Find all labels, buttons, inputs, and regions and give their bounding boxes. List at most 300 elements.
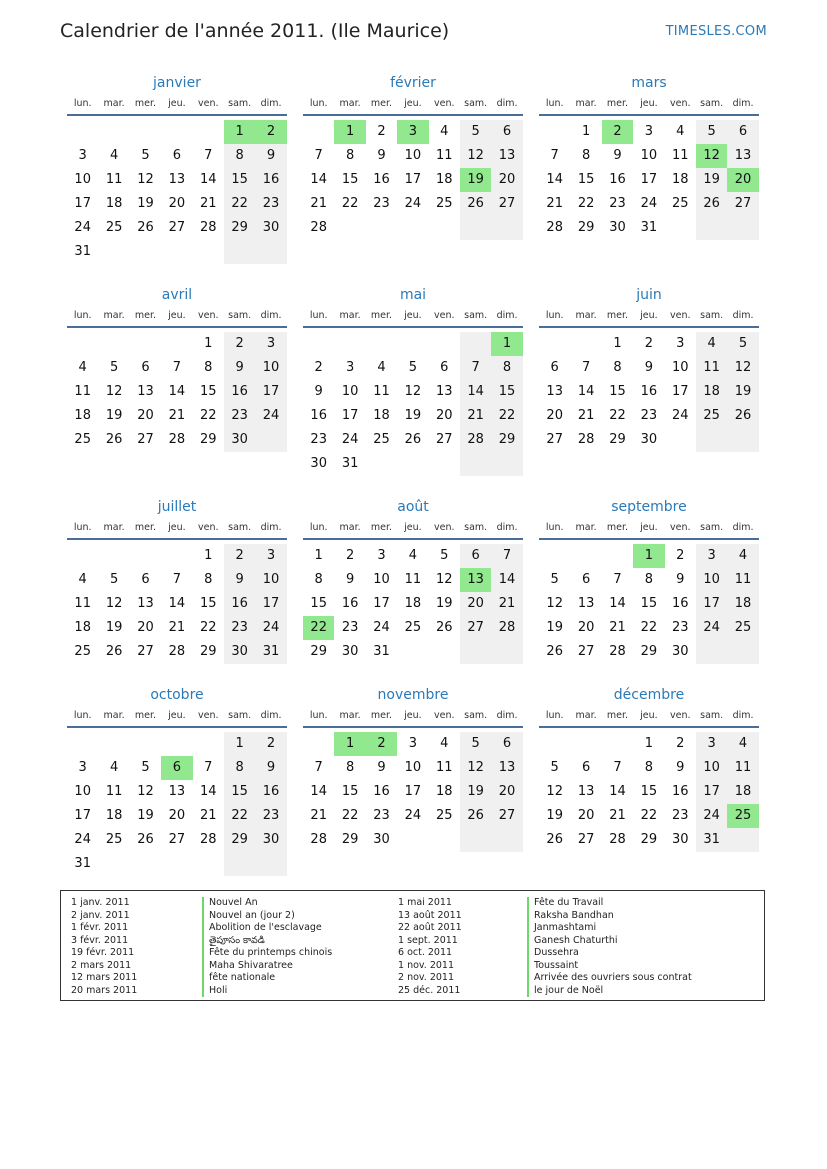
calendar-day: 30 — [255, 216, 286, 240]
calendar-day: 3 — [696, 732, 727, 756]
calendar-day: 5 — [460, 732, 491, 756]
empty-day — [161, 544, 192, 568]
calendar-day: 28 — [577, 432, 595, 447]
calendar-day: 19 — [435, 596, 453, 611]
empty-day — [161, 120, 192, 144]
weekday-label: jeu. — [168, 710, 186, 721]
weekday-label: ven. — [198, 522, 219, 533]
weekday-label: mer. — [370, 710, 393, 721]
calendar-day: 15 — [224, 780, 255, 804]
calendar-day: 2 — [255, 732, 286, 756]
calendar-day: 9 — [644, 360, 653, 375]
empty-day — [429, 452, 460, 476]
empty-day — [727, 640, 758, 664]
calendar-day: 19 — [137, 808, 154, 823]
calendar-day: 14 — [609, 784, 626, 799]
calendar-day: 16 — [255, 168, 286, 192]
empty-day — [334, 216, 365, 240]
weekday-label: lun. — [309, 98, 328, 109]
day-grid — [303, 544, 523, 664]
calendar-day: 2 — [224, 544, 255, 568]
calendar-day: 26 — [460, 804, 491, 828]
weekday-label: jeu. — [168, 98, 186, 109]
calendar-day: 23 — [310, 432, 327, 447]
calendar-day: 11 — [74, 596, 91, 611]
empty-day — [539, 120, 570, 144]
weekday-label: lun. — [73, 710, 92, 721]
month-name: mars — [631, 75, 667, 91]
weekday-label: sam. — [228, 522, 252, 533]
holiday-name: తైపూసం కావడి — [202, 935, 332, 948]
empty-day — [366, 452, 397, 476]
weekday-label: dim. — [732, 522, 754, 533]
month-6 — [67, 496, 287, 664]
calendar-day: 8 — [345, 148, 355, 163]
weekday-label: mar. — [575, 98, 597, 109]
weekday-label: jeu. — [640, 522, 658, 533]
calendar-day: 6 — [141, 572, 150, 587]
calendar-day: 13 — [137, 384, 154, 399]
empty-day — [255, 852, 286, 876]
empty-day — [130, 852, 161, 876]
empty-day — [727, 428, 758, 452]
weekday-label: jeu. — [640, 98, 658, 109]
empty-day — [570, 544, 601, 568]
month-name: août — [397, 499, 429, 515]
empty-day — [130, 732, 161, 756]
calendar-day: 9 — [377, 148, 386, 163]
calendar-day: 21 — [546, 196, 563, 211]
calendar-day: 12 — [546, 596, 563, 611]
calendar-day: 6 — [581, 572, 591, 587]
calendar-day: 20 — [137, 408, 154, 423]
empty-day — [130, 240, 161, 264]
calendar-day: 26 — [460, 192, 491, 216]
calendar-day: 27 — [577, 644, 595, 659]
weekday-label: jeu. — [404, 710, 422, 721]
calendar-day: 9 — [613, 148, 622, 163]
calendar-day: 4 — [109, 760, 119, 775]
calendar-day: 1 — [224, 732, 255, 756]
calendar-day: 27 — [460, 616, 491, 640]
holiday-date: 20 mars 2011 — [71, 984, 138, 996]
weekday-label: sam. — [700, 522, 724, 533]
calendar-day: 18 — [671, 172, 689, 187]
calendar-day: 11 — [671, 148, 689, 163]
weekday-label: lun. — [73, 98, 92, 109]
holiday-name: Toussaint — [527, 960, 692, 973]
calendar-day: 16 — [373, 784, 390, 799]
calendar-day: 11 — [404, 572, 422, 587]
empty-day — [397, 828, 428, 852]
calendar-day: 16 — [341, 596, 359, 611]
calendar-day: 8 — [644, 572, 653, 587]
calendar-day: 10 — [696, 756, 727, 780]
day-grid — [67, 332, 287, 452]
calendar-day: 23 — [224, 404, 255, 428]
calendar-day: 21 — [168, 408, 186, 423]
calendar-day: 29 — [341, 832, 359, 847]
calendar-day: 11 — [727, 756, 758, 780]
calendar-day: 12 — [105, 596, 123, 611]
weekday-label: dim. — [260, 710, 282, 721]
weekday-label: lun. — [309, 310, 328, 321]
calendar-day: 1 — [581, 124, 591, 139]
calendar-day: 2 — [377, 124, 386, 139]
calendar-day: 4 — [696, 332, 727, 356]
empty-day — [161, 852, 192, 876]
empty-day — [460, 216, 491, 240]
calendar-day: 28 — [460, 428, 491, 452]
month-name: janvier — [153, 75, 201, 91]
calendar-day: 15 — [640, 784, 658, 799]
month-5 — [539, 284, 759, 452]
calendar-day: 23 — [671, 808, 689, 823]
empty-day — [539, 732, 570, 756]
calendar-day: 24 — [255, 616, 286, 640]
calendar-day: 31 — [640, 220, 658, 235]
calendar-day: 11 — [74, 384, 91, 399]
calendar-day: 25 — [74, 432, 91, 447]
calendar-day: 8 — [314, 572, 323, 587]
weekday-header — [303, 518, 523, 540]
calendar-day: 15 — [491, 380, 522, 404]
calendar-day: 4 — [727, 732, 758, 756]
calendar-day: 22 — [609, 408, 626, 423]
holiday-day: 2 — [255, 120, 286, 144]
calendar-day: 4 — [78, 572, 87, 587]
day-grid — [303, 120, 523, 240]
calendar-day: 7 — [314, 760, 323, 775]
calendar-day: 31 — [74, 856, 91, 871]
calendar-day: 14 — [310, 784, 327, 799]
holiday-name: Fête du printemps chinois — [202, 947, 332, 960]
calendar-day: 29 — [609, 432, 626, 447]
empty-day — [696, 216, 727, 240]
empty-day — [193, 852, 224, 876]
calendar-day: 30 — [255, 828, 286, 852]
weekday-label: dim. — [496, 98, 518, 109]
calendar-day: 7 — [204, 760, 213, 775]
weekday-label: sam. — [464, 522, 488, 533]
calendar-day: 4 — [440, 736, 449, 751]
calendar-day: 12 — [137, 784, 154, 799]
calendar-day: 19 — [460, 780, 491, 804]
weekday-label: mar. — [339, 310, 361, 321]
empty-day — [224, 852, 255, 876]
calendar-day: 20 — [168, 808, 186, 823]
day-grid — [303, 732, 523, 852]
year-calendar — [67, 72, 761, 882]
empty-day — [193, 120, 224, 144]
calendar-day: 13 — [727, 144, 758, 168]
holiday-day: 13 — [460, 568, 491, 592]
calendar-day: 7 — [613, 572, 622, 587]
weekday-label: mer. — [606, 710, 629, 721]
calendar-day: 3 — [255, 332, 286, 356]
calendar-day: 27 — [727, 192, 758, 216]
calendar-day: 18 — [435, 784, 453, 799]
empty-day — [255, 428, 286, 452]
calendar-day: 13 — [168, 172, 186, 187]
calendar-day: 7 — [581, 360, 591, 375]
weekday-label: ven. — [670, 98, 691, 109]
weekday-label: sam. — [464, 98, 488, 109]
month-name: octobre — [150, 687, 204, 703]
calendar-day: 26 — [546, 832, 563, 847]
calendar-day: 17 — [255, 380, 286, 404]
calendar-day: 30 — [609, 220, 626, 235]
calendar-day: 25 — [105, 220, 123, 235]
month-9 — [67, 684, 287, 876]
calendar-day: 23 — [640, 408, 658, 423]
weekday-header — [539, 706, 759, 728]
calendar-day: 21 — [577, 408, 595, 423]
empty-day — [303, 732, 334, 756]
calendar-day: 1 — [644, 736, 653, 751]
calendar-day: 7 — [550, 148, 559, 163]
weekday-header — [539, 518, 759, 540]
calendar-day: 6 — [172, 148, 181, 163]
holiday-name: fête nationale — [202, 972, 332, 985]
calendar-day: 17 — [373, 596, 390, 611]
calendar-day: 3 — [644, 124, 653, 139]
weekday-label: dim. — [496, 710, 518, 721]
day-grid — [539, 120, 759, 240]
empty-day — [98, 544, 129, 568]
weekday-label: sam. — [228, 98, 252, 109]
empty-day — [67, 732, 98, 756]
empty-day — [334, 332, 365, 356]
calendar-day: 5 — [109, 360, 119, 375]
weekday-label: sam. — [700, 98, 724, 109]
calendar-day: 3 — [676, 336, 685, 351]
holiday-date: 2 janv. 2011 — [71, 909, 130, 921]
calendar-day: 14 — [199, 172, 217, 187]
calendar-day: 6 — [491, 120, 522, 144]
calendar-day: 14 — [310, 172, 327, 187]
calendar-day: 9 — [676, 572, 685, 587]
calendar-day: 3 — [78, 148, 87, 163]
empty-day — [696, 640, 727, 664]
weekday-label: dim. — [496, 310, 518, 321]
calendar-day: 14 — [546, 172, 563, 187]
calendar-day: 4 — [440, 124, 449, 139]
holiday-name-column — [202, 897, 332, 997]
day-grid — [303, 332, 523, 476]
weekday-label: mar. — [339, 98, 361, 109]
calendar-day: 8 — [491, 356, 522, 380]
month-4 — [303, 284, 523, 476]
calendar-day: 11 — [105, 784, 123, 799]
holiday-date: 22 août 2011 — [398, 922, 462, 933]
empty-day — [193, 240, 224, 264]
calendar-day: 10 — [74, 784, 91, 799]
calendar-day: 4 — [727, 544, 758, 568]
weekday-label: mar. — [339, 710, 361, 721]
calendar-day: 26 — [727, 404, 758, 428]
holiday-name: Dussehra — [527, 947, 692, 960]
holiday-day: 3 — [397, 120, 428, 144]
weekday-header — [67, 706, 287, 728]
calendar-day: 10 — [404, 148, 422, 163]
calendar-day: 8 — [613, 360, 622, 375]
empty-day — [397, 452, 428, 476]
calendar-day: 2 — [676, 736, 685, 751]
calendar-day: 10 — [696, 568, 727, 592]
empty-day — [539, 332, 570, 356]
calendar-day: 14 — [168, 384, 186, 399]
calendar-day: 28 — [609, 832, 626, 847]
calendar-day: 29 — [224, 828, 255, 852]
weekday-label: mar. — [575, 522, 597, 533]
weekday-label: jeu. — [168, 522, 186, 533]
calendar-day: 6 — [581, 760, 591, 775]
calendar-day: 13 — [577, 596, 595, 611]
calendar-day: 2 — [224, 332, 255, 356]
calendar-day: 16 — [640, 384, 658, 399]
holiday-date: 1 nov. 2011 — [398, 959, 454, 971]
calendar-day: 22 — [491, 404, 522, 428]
calendar-day: 7 — [204, 148, 213, 163]
calendar-day: 8 — [224, 144, 255, 168]
calendar-day: 13 — [546, 384, 563, 399]
holiday-day: 1 — [491, 332, 522, 356]
calendar-day: 15 — [199, 384, 217, 399]
empty-day — [161, 732, 192, 756]
calendar-day: 22 — [577, 196, 595, 211]
calendar-day: 5 — [696, 120, 727, 144]
weekday-label: lun. — [545, 98, 564, 109]
calendar-day: 7 — [460, 356, 491, 380]
weekday-label: jeu. — [404, 522, 422, 533]
calendar-day: 8 — [224, 756, 255, 780]
empty-day — [491, 216, 522, 240]
calendar-day: 2 — [644, 336, 653, 351]
calendar-day: 21 — [199, 196, 217, 211]
holiday-name: Abolition de l'esclavage — [202, 922, 332, 935]
calendar-day: 3 — [377, 548, 386, 563]
calendar-day: 30 — [224, 640, 255, 664]
calendar-day: 30 — [310, 456, 327, 471]
calendar-day: 24 — [74, 220, 91, 235]
calendar-day: 25 — [696, 404, 727, 428]
calendar-day: 24 — [696, 616, 727, 640]
calendar-day: 31 — [373, 644, 390, 659]
weekday-label: ven. — [198, 310, 219, 321]
weekday-label: ven. — [670, 710, 691, 721]
calendar-day: 17 — [404, 172, 422, 187]
calendar-day: 30 — [640, 432, 658, 447]
holiday-day: 25 — [727, 804, 758, 828]
calendar-day: 24 — [74, 832, 91, 847]
calendar-day: 7 — [491, 544, 522, 568]
calendar-day: 21 — [609, 808, 626, 823]
calendar-day: 12 — [460, 144, 491, 168]
empty-day — [429, 332, 460, 356]
calendar-day: 17 — [640, 172, 658, 187]
month-8 — [539, 496, 759, 664]
calendar-day: 22 — [224, 192, 255, 216]
weekday-label: dim. — [260, 98, 282, 109]
calendar-day: 21 — [310, 808, 327, 823]
calendar-day: 2 — [314, 360, 323, 375]
weekday-label: dim. — [260, 522, 282, 533]
calendar-day: 11 — [435, 760, 453, 775]
calendar-day: 26 — [105, 432, 123, 447]
calendar-day: 17 — [74, 196, 91, 211]
empty-day — [429, 828, 460, 852]
calendar-day: 20 — [577, 620, 595, 635]
calendar-day: 9 — [224, 356, 255, 380]
calendar-day: 23 — [224, 616, 255, 640]
calendar-day: 17 — [696, 780, 727, 804]
calendar-day: 23 — [255, 192, 286, 216]
empty-day — [224, 240, 255, 264]
calendar-day: 26 — [137, 220, 154, 235]
empty-day — [98, 332, 129, 356]
calendar-day: 26 — [696, 192, 727, 216]
holiday-date: 1 févr. 2011 — [71, 922, 129, 933]
weekday-label: lun. — [73, 522, 92, 533]
weekday-label: ven. — [434, 98, 455, 109]
month-name: décembre — [613, 687, 685, 703]
calendar-day: 5 — [141, 760, 150, 775]
holiday-date-column — [71, 897, 137, 997]
calendar-day: 24 — [404, 196, 422, 211]
weekday-label: mar. — [103, 522, 125, 533]
weekday-label: ven. — [434, 710, 455, 721]
calendar-day: 15 — [224, 168, 255, 192]
weekday-label: lun. — [73, 310, 92, 321]
calendar-day: 16 — [609, 172, 626, 187]
empty-day — [727, 828, 758, 852]
weekday-label: ven. — [198, 98, 219, 109]
calendar-day: 1 — [204, 548, 213, 563]
day-grid — [539, 732, 759, 852]
calendar-day: 25 — [727, 616, 758, 640]
weekday-header — [67, 306, 287, 328]
holiday-date: 19 févr. 2011 — [71, 947, 135, 958]
calendar-day: 21 — [199, 808, 217, 823]
empty-day — [130, 332, 161, 356]
weekday-label: mar. — [575, 710, 597, 721]
weekday-label: jeu. — [404, 98, 422, 109]
calendar-day: 24 — [404, 808, 422, 823]
calendar-day: 14 — [168, 596, 186, 611]
calendar-day: 9 — [345, 572, 355, 587]
calendar-day: 24 — [341, 432, 359, 447]
calendar-day: 29 — [199, 432, 217, 447]
calendar-day: 21 — [609, 620, 626, 635]
calendar-day: 23 — [373, 808, 390, 823]
calendar-day: 12 — [460, 756, 491, 780]
calendar-day: 18 — [727, 592, 758, 616]
calendar-day: 12 — [105, 384, 123, 399]
calendar-day: 13 — [137, 596, 154, 611]
calendar-day: 28 — [609, 644, 626, 659]
calendar-day: 12 — [546, 784, 563, 799]
calendar-day: 7 — [613, 760, 622, 775]
site-brand[interactable]: TIMESLES.COM — [665, 24, 767, 39]
calendar-day: 20 — [435, 408, 453, 423]
calendar-day: 8 — [204, 360, 213, 375]
calendar-day: 31 — [74, 244, 91, 259]
empty-day — [255, 240, 286, 264]
calendar-day: 11 — [727, 568, 758, 592]
month-0 — [67, 72, 287, 264]
weekday-label: sam. — [700, 710, 724, 721]
